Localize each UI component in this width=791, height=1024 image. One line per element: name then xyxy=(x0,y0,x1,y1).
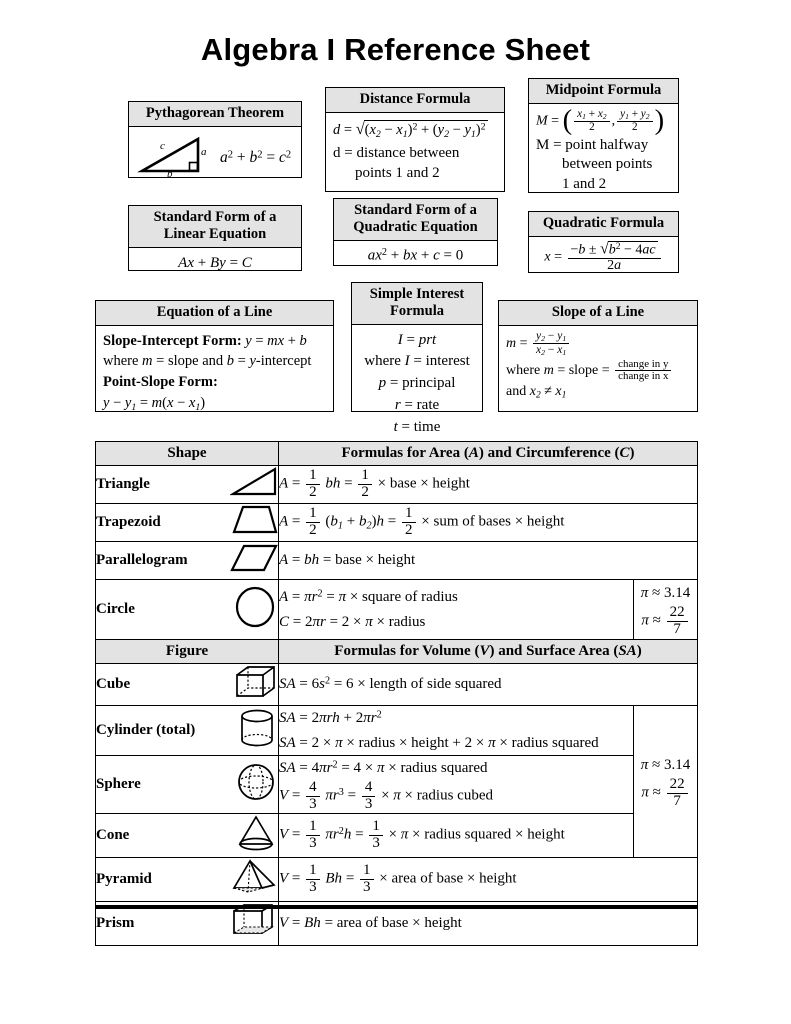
distance-formula-equation: $d = √(x_2 - x_1)^2 + (y_2 - y_1)^2$ xyxy=(333,119,486,140)
column-header-figure: Figure xyxy=(96,640,279,664)
pi-note-area xyxy=(634,580,698,640)
shape-cell-triangle xyxy=(96,466,279,504)
parallelogram-icon xyxy=(230,543,278,578)
pythagorean-theorem-box xyxy=(128,101,302,178)
table-row xyxy=(96,857,698,901)
sphere-volume-formula: V = $\frac{4}{3}$ $\pi r^3$ = $\frac{4}{3}$ × π × radius cubed xyxy=(279,779,493,813)
simple-interest-line-2: where I = interest xyxy=(364,353,470,370)
shape-cell-cylinder xyxy=(96,706,279,756)
cylinder-sa-formula-words: SA = 2 × π × radius × height + 2 × π × radius squared xyxy=(279,734,599,751)
formula-cell-sphere xyxy=(279,756,634,814)
shape-label-cone: Cone xyxy=(96,826,130,843)
circle-icon xyxy=(232,585,278,634)
quadratic-formula-box xyxy=(528,211,679,273)
quadratic-formula-equation: x = $\frac{-b \pm √b^2 - 4ac}{2a}$ xyxy=(529,237,678,279)
column-header-area-formulas: Formulas for Area (A) and Circumference (C) xyxy=(279,442,698,466)
column-header-volume-formulas: Formulas for Volume (V) and Surface Area (SA) xyxy=(279,640,698,664)
shape-cell-circle xyxy=(96,580,279,640)
shape-label-cylinder: Cylinder (total) xyxy=(96,722,196,738)
simple-interest-line-1: I = prt xyxy=(397,331,437,348)
distance-formula-body xyxy=(326,113,504,189)
right-triangle-diagram-icon xyxy=(136,133,208,184)
shape-label-pyramid: Pyramid xyxy=(96,870,152,887)
slope-formula: m = $\frac{y_2 - y_1}{x_2 - x_1}$ xyxy=(506,330,690,358)
table-row xyxy=(96,706,698,756)
simple-interest-body xyxy=(352,325,482,444)
shape-label-parallelogram: Parallelogram xyxy=(96,552,188,568)
table-section-header-volume xyxy=(96,640,698,664)
slope-change-in-y: change in y xyxy=(615,359,671,371)
shape-label-circle: Circle xyxy=(96,601,135,617)
distance-formula-note-2: points 1 and 2 xyxy=(355,164,440,181)
pi-note-volume xyxy=(634,706,698,858)
simple-interest-line-3: p = principal xyxy=(378,375,456,392)
table-row xyxy=(96,813,698,857)
pyramid-icon xyxy=(230,858,278,901)
svg-text:b: b xyxy=(167,167,173,177)
svg-text:a: a xyxy=(201,145,207,158)
table-row xyxy=(96,756,698,814)
slope-intercept-label: Slope-Intercept Form: xyxy=(103,332,242,349)
formula-cell-cube: SA = $6s^2 = 6$ × length of side squared xyxy=(279,664,698,706)
table-section-header-area xyxy=(96,442,698,466)
equation-of-a-line-body xyxy=(96,326,333,419)
page-title: Algebra I Reference Sheet xyxy=(200,32,591,67)
shape-cell-parallelogram xyxy=(96,542,279,580)
point-slope-equation: $y - y_1 = m(x - x_1)$ xyxy=(103,394,206,413)
equation-of-a-line-box xyxy=(95,300,334,412)
pythagorean-equation: $a^2 + b^2 = c^2$ xyxy=(220,148,292,166)
cone-icon xyxy=(234,814,278,857)
quadratic-formula-header: Quadratic Formula xyxy=(529,212,678,237)
shape-cell-cone xyxy=(96,813,279,857)
formula-cell-cone: V = $\frac{1}{3}$ $\pi r^2h$ = $\frac{1}{3}$ × π × radius squared × height xyxy=(279,813,634,857)
cube-icon xyxy=(232,664,278,705)
shape-label-triangle: Triangle xyxy=(96,476,150,492)
table-row xyxy=(96,664,698,706)
standard-form-linear-header xyxy=(129,206,301,248)
table-row xyxy=(96,466,698,504)
slope-intercept-where: where m = slope and b = y-intercept xyxy=(103,353,312,370)
formula-cell-parallelogram: A = bh = base × height xyxy=(279,542,698,580)
slope-and-line: and $x_2 \ne x_1$ xyxy=(506,384,567,402)
standard-form-linear-box xyxy=(128,205,302,271)
pi-approx-decimal: π ≈ 3.14 xyxy=(640,756,691,773)
simple-interest-header xyxy=(352,283,482,325)
slope-of-a-line-header: Slope of a Line xyxy=(499,301,697,326)
formula-cell-prism: V = Bh = area of base × height xyxy=(279,901,698,945)
column-header-shape: Shape xyxy=(96,442,279,466)
point-slope-label: Point-Slope Form: xyxy=(103,373,218,390)
standard-form-linear-header-line1: Standard Form of a xyxy=(153,209,277,225)
circle-area-formula: $A = \pi r^2 = \pi$ × square of radius xyxy=(279,588,458,606)
midpoint-formula-body xyxy=(529,104,678,199)
sphere-sa-formula: SA = $4\pi r^2 = 4 \times \pi$ × radius squared xyxy=(279,759,488,776)
shape-label-cube: Cube xyxy=(96,676,131,692)
slope-intercept-line xyxy=(103,331,326,352)
simple-interest-line-4: r = rate xyxy=(394,396,440,413)
sphere-icon xyxy=(234,761,278,808)
circle-circumference-formula: C = 2πr = 2 × π × radius xyxy=(279,613,426,630)
slope-intercept-equation: y = mx + b xyxy=(245,332,307,349)
standard-form-quadratic-header-line2: Quadratic Equation xyxy=(353,218,478,235)
bottom-rule xyxy=(95,905,697,909)
midpoint-formula-equation: M = ( $\frac{x_1 + x_2}{2}$ , $\frac{y_1 + y_2}{2}$ ) xyxy=(536,104,665,137)
shape-cell-trapezoid xyxy=(96,504,279,542)
shape-label-trapezoid: Trapezoid xyxy=(96,514,161,530)
midpoint-formula-note-3: 1 and 2 xyxy=(562,175,607,192)
simple-interest-line-5: t = time xyxy=(393,418,441,435)
trapezoid-icon xyxy=(230,504,278,541)
midpoint-formula-note-1: M = point halfway xyxy=(536,136,649,153)
simple-interest-header-line2: Formula xyxy=(390,302,444,319)
shape-cell-pyramid xyxy=(96,857,279,901)
slope-of-a-line-body xyxy=(499,326,697,408)
shape-cell-sphere xyxy=(96,756,279,814)
shape-label-prism: Prism xyxy=(96,914,135,931)
table-row xyxy=(96,542,698,580)
equation-of-a-line-header: Equation of a Line xyxy=(96,301,333,326)
pythagorean-theorem-header: Pythagorean Theorem xyxy=(129,102,301,127)
midpoint-formula-header: Midpoint Formula xyxy=(529,79,678,104)
standard-form-linear-header-line2: Linear Equation xyxy=(163,225,267,242)
formula-cell-circle xyxy=(279,580,634,640)
standard-form-quadratic-header xyxy=(334,199,497,241)
standard-form-quadratic-box xyxy=(333,198,498,266)
table-row xyxy=(96,580,698,640)
distance-formula-note-1: d = distance between xyxy=(333,145,460,162)
formula-cell-pyramid: V = $\frac{1}{3}$ Bh = $\frac{1}{3}$ × area of base × height xyxy=(279,857,698,901)
slope-of-a-line-box xyxy=(498,300,698,412)
svg-text:c: c xyxy=(160,139,165,152)
formula-cell-triangle: A = $\frac{1}{2}$ bh = $\frac{1}{2}$ × base × height xyxy=(279,466,698,504)
formulas-table xyxy=(95,441,698,946)
distance-formula-box xyxy=(325,87,505,192)
right-triangle-icon xyxy=(230,466,278,503)
standard-form-quadratic-equation: $ax^2$ + bx + c = 0 xyxy=(367,246,464,264)
simple-interest-header-line1: Simple Interest xyxy=(369,286,465,302)
distance-formula-header: Distance Formula xyxy=(326,88,504,113)
pi-approx-decimal: π ≈ 3.14 xyxy=(640,584,691,601)
shape-label-sphere: Sphere xyxy=(96,775,141,792)
slope-change-in-x: change in x xyxy=(618,370,669,383)
shape-cell-cube xyxy=(96,664,279,706)
table-row xyxy=(96,504,698,542)
cylinder-icon xyxy=(236,707,278,754)
midpoint-formula-note-2: between points xyxy=(562,156,653,173)
formula-cell-cylinder xyxy=(279,706,634,756)
standard-form-linear-equation: Ax + By = C xyxy=(178,254,252,271)
simple-interest-formula-box xyxy=(351,282,483,435)
cylinder-sa-formula-symbolic: SA = $2\pi rh + 2\pi r^2$ xyxy=(279,709,382,727)
pi-approx-fraction: π ≈ $\frac{22}{7}$ xyxy=(634,777,697,810)
standard-form-quadratic-header-line1: Standard Form of a xyxy=(354,202,477,218)
slope-where-line: where m = slope = $\frac{\text{change in y}}{\text{change in x}}$ xyxy=(506,359,690,383)
midpoint-formula-box xyxy=(528,78,679,193)
pi-approx-fraction: π ≈ $\frac{22}{7}$ xyxy=(634,605,697,638)
formula-cell-trapezoid: A = $\frac{1}{2}$ $(b_1 + b_2)h$ = $\frac{1}{2}$ × sum of bases × height xyxy=(279,504,698,542)
